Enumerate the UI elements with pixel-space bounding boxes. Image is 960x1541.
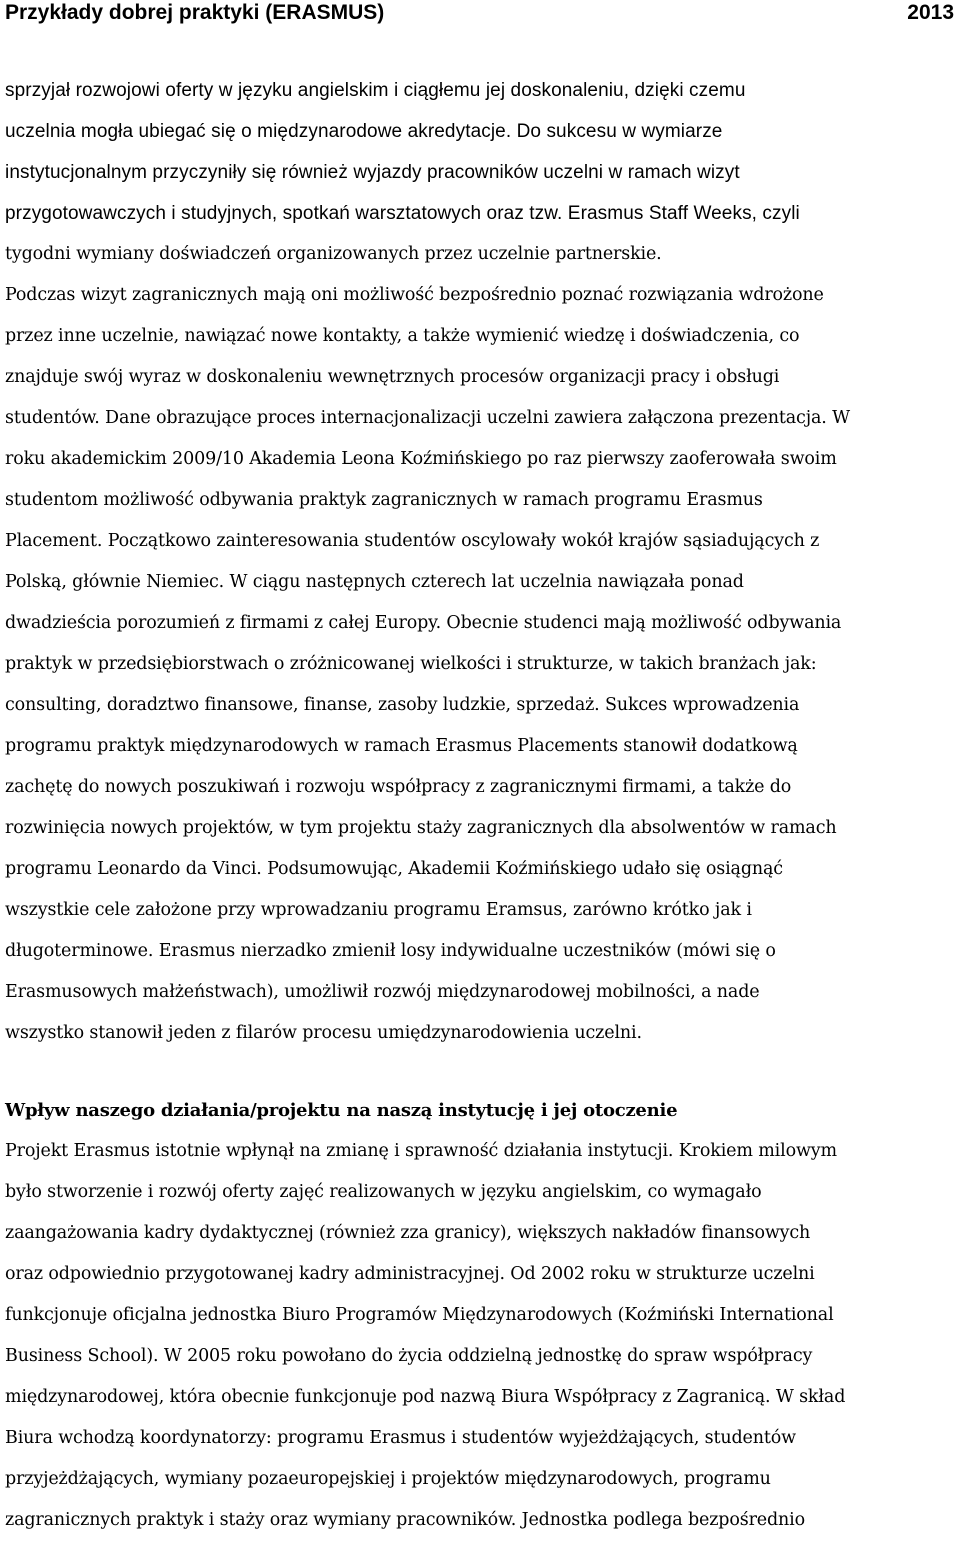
paragraph-line: consulting, doradztwo finansowe, finanse, zasoby ludzkie, sprzedaż. Sukces wprowadzenia [5,695,800,715]
paragraph-line: studentom możliwość odbywania praktyk zagranicznych w ramach programu Erasmus [5,490,763,510]
paragraph-line: roku akademickim 2009/10 Akademia Leona Koźmińskiego po raz pierwszy zaoferowała swoim [5,449,837,469]
paragraph-line: międzynarodowej, która obecnie funkcjonuje pod nazwą Biura Współpracy z Zagranicą. W skład [5,1387,846,1407]
paragraph-line: wszystko stanowił jeden z filarów procesu umiędzynarodowienia uczelni. [5,1023,642,1043]
paragraph-line: znajduje swój wyraz w doskonaleniu wewnętrznych procesów organizacji pracy i obsługi [5,367,780,387]
section-2 [5,1090,960,1541]
section-heading: Wpływ naszego działania/projektu na naszą instytucję i jej otoczenie [5,1100,678,1121]
paragraph-line: Podczas wizyt zagranicznych mają oni możliwość bezpośrednio poznać rozwiązania wdrożone [5,285,824,305]
paragraph-line: Projekt Erasmus istotnie wpłynął na zmianę i sprawność działania instytucji. Krokiem milowym [5,1141,837,1161]
paragraph-line: Biura wchodzą koordynatorzy: programu Erasmus i studentów wyjeżdżających, studentów [5,1428,796,1448]
paragraph-line: zachętę do nowych poszukiwań i rozwoju współpracy z zagranicznymi firmami, a także do [5,777,792,797]
paragraph-line: przygotowawczych i studyjnych, spotkań warsztatowych oraz tzw. Erasmus Staff Weeks, czyli [5,203,800,224]
paragraph-line: rozwinięcia nowych projektów, w tym projektu staży zagranicznych dla absolwentów w ramach [5,818,837,838]
paragraph-line: instytucjonalnym przyczyniły się również wyjazdy pracowników uczelni w ramach wizyt [5,162,740,183]
line-segment: uczelnia mogła ubiegać się o międzynarodowe akredytacje. Do sukcesu w wymiarze [5,121,723,142]
paragraph-line: Erasmusowych małżeństwach), umożliwił rozwój międzynarodowej mobilności, a nade [5,982,760,1002]
header-title: Przykłady dobrej praktyki (ERASMUS) [5,1,385,24]
paragraph-line: wszystkie cele założone przy wprowadzaniu programu Eramsus, zarówno krótko jak i [5,900,752,920]
paragraph-line: było stworzenie i rozwój oferty zajęć realizowanych w języku angielskim, co wymagało [5,1182,762,1202]
paragraph-line: przyjeżdżających, wymiany pozaeuropejskiej i projektów międzynarodowych, programu [5,1469,771,1489]
paragraph-line: oraz odpowiednio przygotowanej kadry administracyjnej. Od 2002 roku w strukturze uczelni [5,1264,815,1284]
page-header [5,0,954,30]
paragraph-line: sprzyjał rozwojowi oferty w języku angielskim i ciągłemu jej doskonaleniu, dzięki czemu [5,80,746,101]
paragraph-line: zaangażowania kadry dydaktycznej (również zza granicy), większych nakładów finansowych [5,1223,811,1243]
paragraph-line: Business School). W 2005 roku powołano do życia oddzielną jednostkę do spraw współpracy [5,1346,813,1366]
paragraph-line: długoterminowe. Erasmus nierzadko zmienił losy indywidualne uczestników (mówi się o [5,941,776,961]
paragraph-line: tygodni wymiany doświadczeń organizowanych przez uczelnie partnerskie. [5,244,662,264]
paragraph-line: praktyk w przedsiębiorstwach o zróżnicowanej wielkości i strukturze, w takich branżach jak: [5,654,817,674]
paragraph-line: programu Leonardo da Vinci. Podsumowując, Akademii Koźmińskiego udało się osiągnąć [5,859,783,879]
paragraph-line: przez inne uczelnie, nawiązać nowe kontakty, a także wymienić wiedzę i doświadczenia, co [5,326,800,346]
paragraph-line: zagranicznych praktyk i staży oraz wymiany pracowników. Jednostka podlega bezpośrednio [5,1510,805,1530]
paragraph-line: programu praktyk międzynarodowych w ramach Erasmus Placements stanowił dodatkową [5,736,798,756]
paragraph-line: Placement. Początkowo zainteresowania studentów oscylowały wokół krajów sąsiadujących z [5,531,820,551]
paragraph-line: dwadzieścia porozumień z firmami z całej Europy. Obecnie studenci mają możliwość odbywania [5,613,842,633]
paragraph-line [5,111,960,152]
paragraph-line: studentów. Dane obrazujące proces internacjonalizacji uczelni zawiera załączona prezentacja. W [5,408,850,428]
section-1-paragraph [5,70,960,1054]
header-year: 2013 [907,1,954,24]
paragraph-line: funkcjonuje oficjalna jednostka Biuro Programów Międzynarodowych (Koźmiński International [5,1305,834,1325]
paragraph-line: Polską, głównie Niemiec. W ciągu następnych czterech lat uczelnia nawiązała ponad [5,572,744,592]
